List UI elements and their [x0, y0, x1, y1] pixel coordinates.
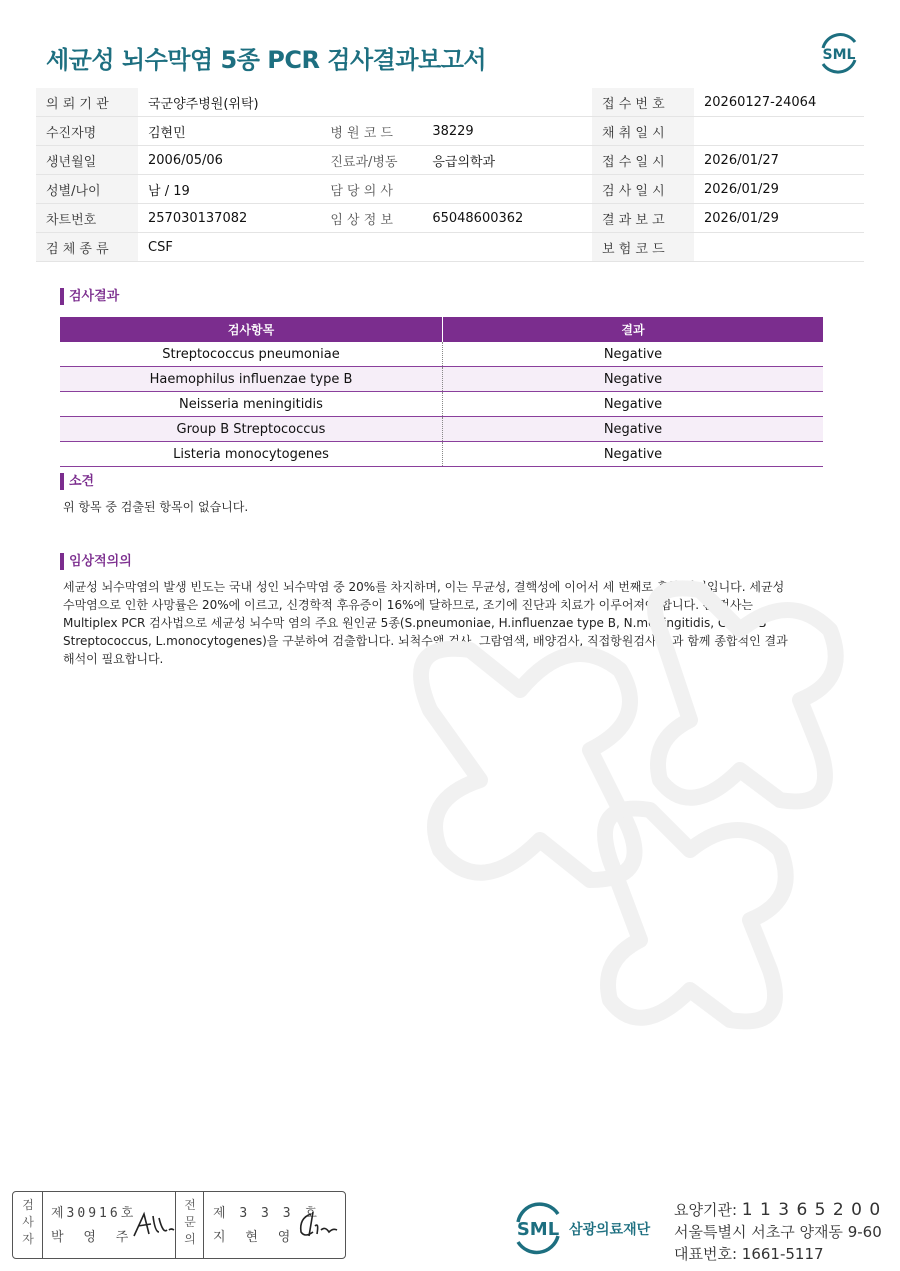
specialist-label: 전 문 의 — [184, 1198, 196, 1246]
info-value: 2006/05/06 — [138, 146, 320, 175]
info-label: 진료과/병동 — [320, 146, 422, 175]
info-label: 임 상 정 보 — [320, 204, 422, 233]
finding-text: 위 항목 중 검출된 항목이 없습니다. — [63, 500, 249, 514]
inspector-license: 제30916호 — [51, 1206, 137, 1221]
info-value — [422, 175, 592, 204]
clinical-line: Streptococcus, L.monocytogenes)을 구분하여 검출합니다. 뇌척수액 검사, 그람염색, 배양검사, 직접항원검사 등과 함께 종합적인 결과 — [63, 634, 788, 648]
info-label: 병 원 코 드 — [320, 117, 422, 146]
specialist-name: 지 현 영 — [213, 1230, 297, 1245]
test-result: Negative — [443, 367, 824, 392]
info-value: 20260127-24064 — [694, 88, 864, 117]
info-value: 257030137082 — [138, 204, 320, 233]
info-label: 검 사 일 시 — [592, 175, 694, 204]
test-item: Group B Streptococcus — [60, 417, 443, 442]
test-item: Listeria monocytogenes — [60, 442, 443, 467]
info-label: 채 취 일 시 — [592, 117, 694, 146]
clinical-line: Multiplex PCR 검사법으로 세균성 뇌수막 염의 주요 원인균 5종(S.pneumoniae, H.influenzae type B, N.meningitidis, Group B — [63, 616, 767, 630]
test-result: Negative — [443, 392, 824, 417]
info-row — [36, 175, 864, 204]
specialist-signature — [295, 1208, 339, 1240]
clinical-heading: 임상적의의 — [60, 553, 132, 570]
info-value: 김현민 — [138, 117, 320, 146]
info-label: 접 수 번 호 — [592, 88, 694, 117]
test-item: Streptococcus pneumoniae — [60, 342, 443, 367]
table-row — [60, 342, 823, 367]
watermark-graphic — [360, 580, 880, 1060]
specialist-license: 제 3 3 3 호 — [213, 1206, 320, 1221]
info-row — [36, 233, 864, 262]
results-col-item: 검사항목 — [60, 317, 443, 342]
report-title: 세균성 뇌수막염 5종 PCR 검사결과보고서 — [46, 46, 487, 74]
info-row — [36, 146, 864, 175]
clinical-line: 수막염으로 인한 사망률은 20%에 이르고, 신경학적 후유증이 16%에 달하므로, 조기에 진단과 치료가 이루어져야 합니다. 본 검사는 — [63, 598, 754, 612]
results-table — [60, 317, 823, 467]
org-phone: 대표번호: 1661-5117 — [674, 1245, 824, 1263]
info-label: 성별/나이 — [36, 175, 138, 204]
clinical-line: 세균성 뇌수막염의 발생 빈도는 국내 성인 뇌수막염 중 20%를 차지하며, 이는 무균성, 결핵성에 이어서 세 번째로 흔한 원인입니다. 세균성 — [63, 580, 785, 594]
clinical-line: 해석이 필요합니다. — [63, 652, 164, 666]
test-result: Negative — [443, 442, 824, 467]
results-heading: 검사결과 — [60, 288, 119, 305]
info-value: 응급의학과 — [422, 146, 592, 175]
info-value: 2026/01/29 — [694, 175, 864, 204]
info-value: 38229 — [422, 117, 592, 146]
info-value: 65048600362 — [422, 204, 592, 233]
info-label: 담 당 의 사 — [320, 175, 422, 204]
table-row — [60, 417, 823, 442]
info-label: 접 수 일 시 — [592, 146, 694, 175]
finding-heading: 소견 — [60, 473, 94, 490]
info-label: 결 과 보 고 — [592, 204, 694, 233]
patient-info-table — [36, 88, 864, 262]
org-name: 삼광의료재단 — [569, 1222, 651, 1238]
info-label: 보 험 코 드 — [592, 233, 694, 262]
info-value: 2026/01/29 — [694, 204, 864, 233]
inspector-signature — [131, 1208, 177, 1240]
info-row — [36, 204, 864, 233]
org-code: 요양기관: 1 1 3 6 5 2 0 0 — [674, 1200, 882, 1220]
inspector-label: 검 사 자 — [22, 1198, 34, 1246]
info-row — [36, 117, 864, 146]
info-value — [694, 233, 864, 262]
results-col-result: 결과 — [443, 317, 824, 342]
info-label: 의 뢰 기 관 — [36, 88, 138, 117]
info-label: 수진자명 — [36, 117, 138, 146]
signature-box — [12, 1191, 346, 1259]
org-logo-text: SML — [516, 1219, 560, 1240]
test-result: Negative — [443, 417, 824, 442]
sml-logo — [815, 30, 863, 76]
table-row — [60, 442, 823, 467]
sml-logo-text: SML — [822, 47, 856, 63]
table-row — [60, 392, 823, 417]
info-label: 차트번호 — [36, 204, 138, 233]
test-result: Negative — [443, 342, 824, 367]
info-row — [36, 88, 864, 117]
table-row — [60, 367, 823, 392]
info-value: 2026/01/27 — [694, 146, 864, 175]
inspector-name: 박 영 주 — [51, 1230, 135, 1245]
info-value: CSF — [138, 233, 592, 262]
info-label: 검 체 종 류 — [36, 233, 138, 262]
info-value — [694, 117, 864, 146]
test-item: Neisseria meningitidis — [60, 392, 443, 417]
test-item: Haemophilus influenzae type B — [60, 367, 443, 392]
info-value: 남 / 19 — [138, 175, 320, 204]
info-label: 생년월일 — [36, 146, 138, 175]
info-value: 국군양주병원(위탁) — [138, 88, 592, 117]
org-address: 서울특별시 서초구 양재동 9-60 — [674, 1223, 882, 1241]
org-logo — [510, 1200, 566, 1256]
